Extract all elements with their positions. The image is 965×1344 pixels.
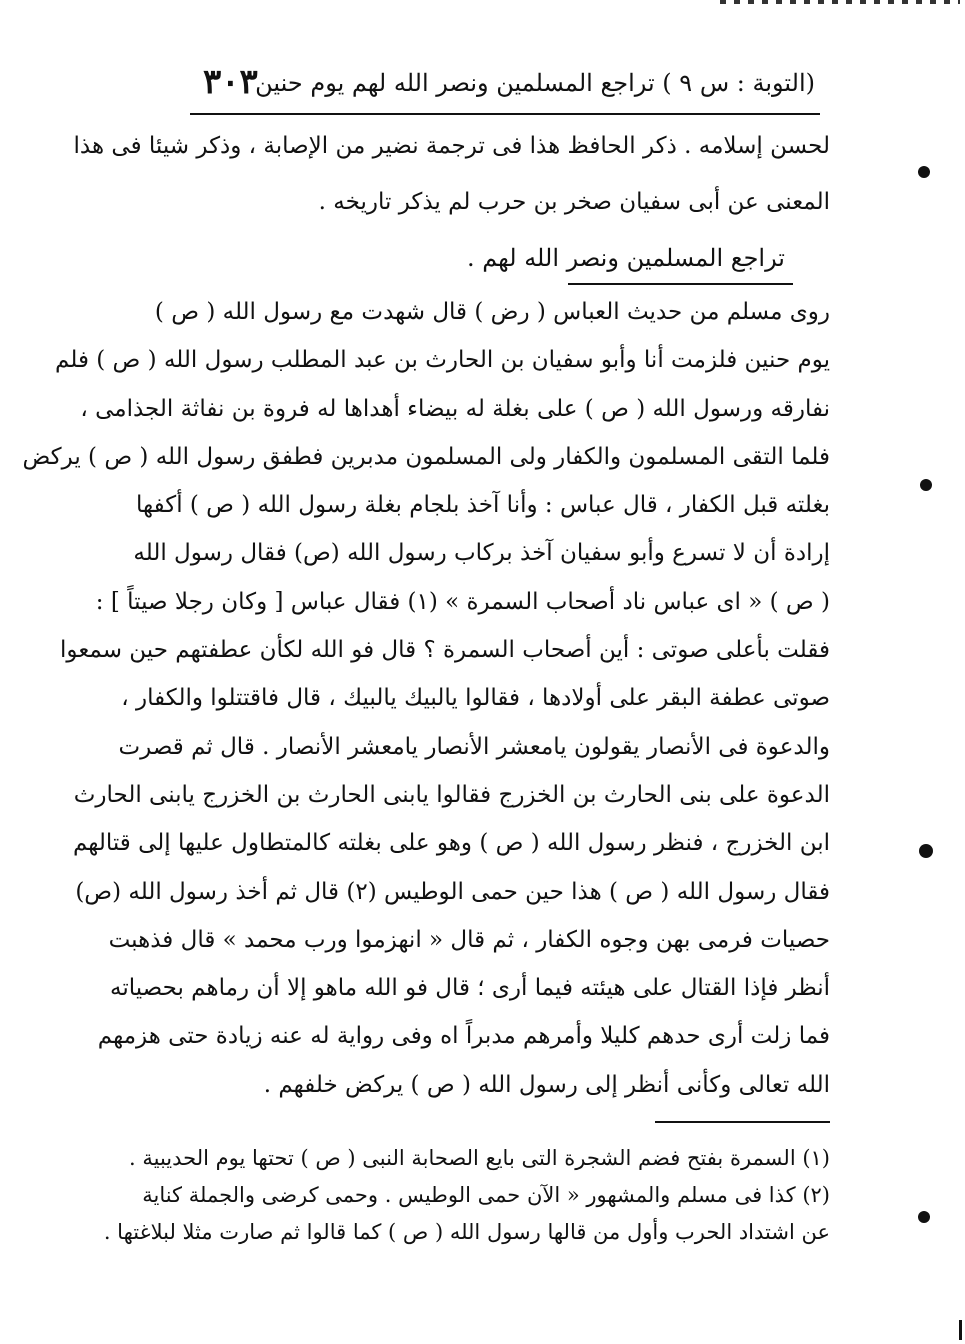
text-line: أنظر فإذا القتال على هيئته فيما أرى ؛ قال فو الله ماهو إلا أن رماهم بحصياته (110, 975, 830, 1002)
text-line: روى مسلم من حديث العباس ( رض ) قال شهدت مع رسول الله ( ص ) (154, 299, 830, 325)
text-line: إرادة أن لا تسرع وأبو سفيان آخذ بركاب رسول الله (ص) فقال رسول الله (133, 540, 830, 567)
text-line: حصيات فرمى بهن وجوه الكفار ، ثم قال « انهزموا ورب محمد » قال فذهبت (108, 926, 830, 953)
footnote-separator (655, 1121, 830, 1123)
text-line: والدعوة فى الأنصار يقولون يامعشر الأنصار يامعشر الأنصار . قال ثم قصرت (118, 733, 830, 760)
intro-paragraph (73, 118, 830, 230)
text-line: فقلت بأعلى صوتى : أين أصحاب السمرة ؟ قال فو الله لكأن عطفتهم حين سمعوا (60, 637, 830, 664)
heading-underline (568, 283, 793, 285)
scan-edge-marks (720, 0, 960, 4)
footnotes (103, 1140, 830, 1251)
scan-corner-mark (959, 1320, 962, 1340)
section-heading: تراجع المسلمين ونصر الله لهم . (466, 244, 785, 272)
binding-hole-icon (915, 163, 933, 181)
header-rule (190, 113, 820, 115)
binding-hole-icon (915, 1208, 933, 1226)
text-line: الله تعالى وكأنى أنظر إلى رسول الله ( ص ) يركض خلفهم . (263, 1071, 830, 1098)
text-line: نفارقه ورسول الله ( ص ) على بغلة له بيضاء أهداها له فروة بن نفاثة الجذامى ، (80, 395, 830, 422)
text-line: ابن الخزرج ، فنظر رسول الله ( ص ) وهو على بغلته كالمتطاول عليها إلى قتالهم (72, 830, 830, 857)
binding-hole-icon (917, 476, 935, 494)
text-line: صوتى عطفة البقر على أولادها ، فقالوا يالبيك يالبيك ، قال فاقتتلوا والكفار ، (121, 685, 830, 712)
binding-hole-icon (917, 842, 935, 860)
text-line: فلما التقى المسلمون والكفار ولى المسلمون مدبرين فطفق رسول الله ( ص ) يركض (22, 443, 830, 470)
footnote-line: (٢) كذا فى مسلم والمشهور « الآن حمى الوطيس . وحمى كرضى والجملة كناية (142, 1183, 830, 1207)
text-line: المعنى عن أبى سفيان صخر بن حرب لم يذكر تاريخه . (318, 189, 830, 215)
text-line: ( ص ) « اى عباس ناد أصحاب السمرة » (١) فقال عباس [ وكان رجلا صيتاً ] : (95, 588, 830, 615)
header-title: (التوبة : س ٩ ) تراجع المسلمين ونصر الله لهم يوم حنين (255, 69, 815, 97)
text-line: يوم حنين فلزمت أنا وأبو سفيان بن الحارث بن عبد المطلب رسول الله ( ص ) فلم (55, 347, 830, 374)
footnote-line: عن اشتداد الحرب وأول من قالها رسول الله ( ص ) كما قالوا ثم صارت مثلا لبلاغتها . (103, 1220, 830, 1244)
footnote-line: (١) السمرة بفتح فضم الشجرة التى بايع الصحابة النبى ( ص ) تحتها يوم الحديبية . (129, 1146, 830, 1170)
text-line: لحسن إسلامه . ذكر الحافظ هذا فى ترجمة نضير من الإصابة ، وذكر شيئا فى هذا (73, 133, 830, 159)
running-header (195, 58, 820, 108)
text-line: الدعوة على بنى الحارث بن الخزرج فقالوا يابنى الحارث بن الخزرج يابنى الحارث (73, 781, 830, 808)
text-line: فقال رسول الله ( ص ) هذا حين حمى الوطيس (٢) قال ثم أخذ رسول الله (ص) (75, 878, 830, 905)
page-number: ٣٠٣ (203, 62, 258, 102)
main-paragraph (22, 288, 830, 1109)
text-line: بغلته قبل الكفار ، قال عباس : وأنا آخذ بلجام بغلة رسول الله ( ص ) أكفها (136, 492, 830, 519)
text-line: فما زلت أرى حدهم كليلا وأمرهم مدبراً اه وفى رواية له عنه زيادة حتى هزمهم (97, 1023, 830, 1050)
